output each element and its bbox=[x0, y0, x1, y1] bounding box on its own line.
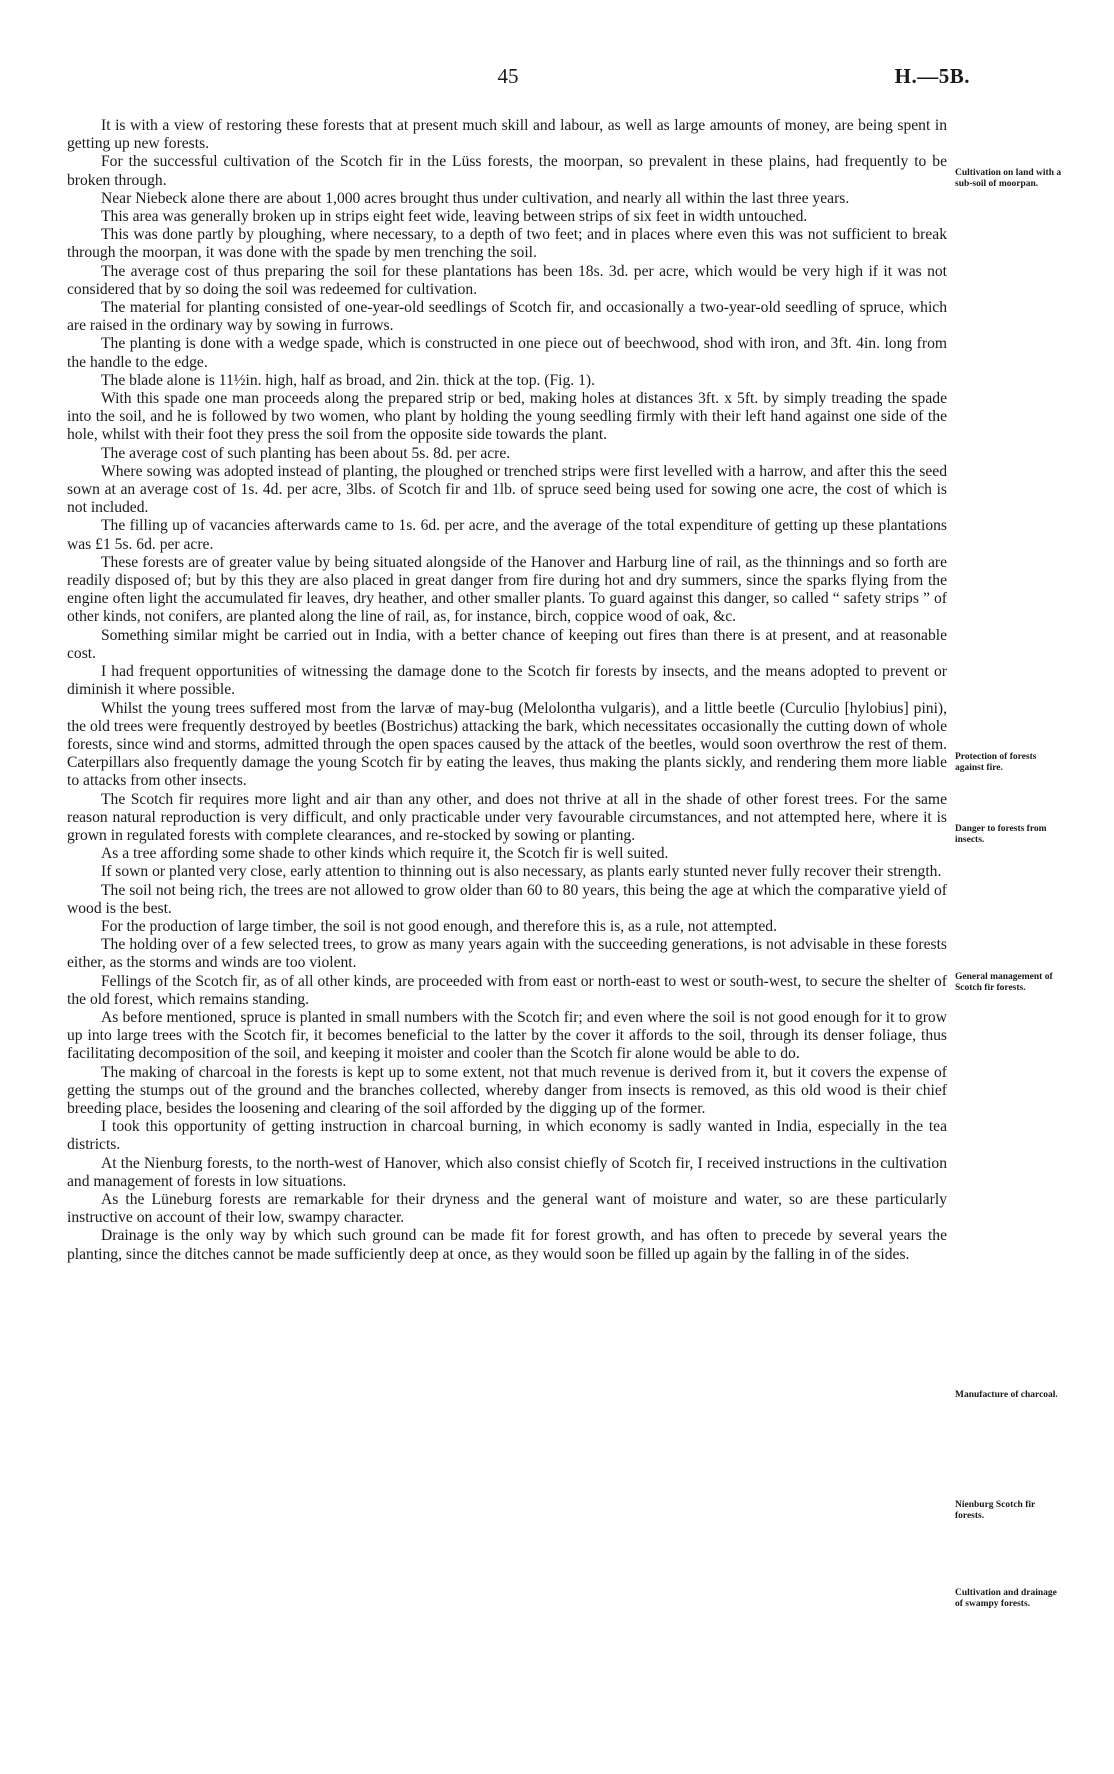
paragraph: This area was generally broken up in strips eight feet wide, leaving between strips of six feet in width untouched. bbox=[101, 208, 808, 226]
paragraph: I had frequent opportunities of witnessing the damage done to the Scotch fir forests by insects, and the means adopted to prevent or diminish it where possible. bbox=[67, 663, 947, 699]
paragraph: Something similar might be carried out in India, with a better chance of keeping out fires than there is at present, and at reasonable cost. bbox=[67, 626, 947, 662]
paragraph: As a tree affording some shade to other kinds which require it, the Scotch fir is well suited. bbox=[101, 845, 669, 863]
side-note-swampy-drainage: Cultivation and drainage of swampy forests. bbox=[955, 1588, 1057, 1609]
paragraph: As the Lüneburg forests are remarkable for their dryness and the general want of moisture and water, so are these particularly instructive on account of their low, swampy character. bbox=[67, 1190, 947, 1227]
paragraph: It is with a view of restoring these forests that at present much skill and labour, as well as large amounts of money, are being spent in getting up new forests. bbox=[67, 117, 947, 153]
paragraph: The blade alone is 11½in. high, half as broad, and 2in. thick at the top. (Fig. 1). bbox=[101, 371, 595, 389]
paragraph: At the Nienburg forests, to the north-west of Hanover, which also consist chiefly of Scotch fir, I received instructions in the cultivation and management of forests in low situations. bbox=[67, 1154, 947, 1190]
paragraph: If sown or planted very close, early attention to thinning out is also necessary, as plants early stunted never fully recover their strength. bbox=[101, 863, 942, 881]
paragraph: Whilst the young trees suffered most from the larvæ of may-bug (Melolontha vulgaris), and a little beetle (Curculio [hylobius] pini), the old trees were frequently destroyed by beetles (Bostrichus) attacking the bark, which necessitates occasionally the cutting down of whole forests, since wind and storms, admitted through the open spaces caused by the attack of the beetles, would soon overthrow the rest of them. Caterpillars also frequently damage the young Scotch fir by eating the leaves, thus making the plants sickly, and rendering them more liable to attacks from other insects. bbox=[67, 699, 947, 790]
paragraph: The Scotch fir requires more light and air than any other, and does not thrive at all in the shade of other forest trees. For the same reason natural reproduction is very difficult, and only practicable under very favourable circumstances, and not attempted here, where it is grown in regulated forests with complete clearances, and re-stocked by sowing or planting. bbox=[67, 790, 947, 844]
paragraph: The average cost of such planting has been about 5s. 8d. per acre. bbox=[101, 444, 511, 462]
side-note-charcoal: Manufacture of charcoal. bbox=[955, 1390, 1058, 1400]
paragraph: The filling up of vacancies afterwards came to 1s. 6d. per acre, and the average of the total expenditure of getting up these plantations was £1 5s. 6d. per acre. bbox=[67, 517, 947, 553]
side-note-cultivation-moorpan: Cultivation on land with a sub-soil of moorpan. bbox=[955, 168, 1062, 189]
paragraph: The average cost of thus preparing the soil for these plantations has been 18s. 3d. per acre, which would be very high if it was not considered that by so doing the soil was redeemed for cultivation. bbox=[67, 262, 947, 298]
paragraph: Near Niebeck alone there are about 1,000 acres brought thus under cultivation, and nearly all within the last three years. bbox=[101, 189, 850, 207]
paragraph: As before mentioned, spruce is planted in small numbers with the Scotch fir; and even where the soil is not good enough for it to grow up into large trees with the Scotch fir, it becomes beneficial to the latter by the cover it affords to the soil, through its denser foliage, thus facilitating decomposition of the soil, and keeping it moister and cooler than the Scotch fir alone would be able to do. bbox=[67, 1008, 947, 1063]
paragraph: Drainage is the only way by which such ground can be made fit for forest growth, and has often to precede by several years the planting, since the ditches cannot be made sufficiently deep at once, as they would soon be filled up again by the falling in of the sides. bbox=[67, 1227, 947, 1263]
paragraph: The holding over of a few selected trees, to grow as many years again with the succeeding generations, is not advisable in these forests either, as the storms and winds are too violent. bbox=[67, 936, 947, 972]
paragraph: For the successful cultivation of the Scotch fir in the Lüss forests, the moorpan, so prevalent in these plains, had frequently to be broken through. bbox=[67, 153, 947, 189]
paragraph: I took this opportunity of getting instruction in charcoal burning, in which economy is sadly wanted in India, especially in the tea districts. bbox=[67, 1118, 947, 1154]
paragraph: The material for planting consisted of one-year-old seedlings of Scotch fir, and occasionally a two-year-old seedling of spruce, which are raised in the ordinary way by sowing in furrows. bbox=[67, 299, 947, 335]
paragraph: The making of charcoal in the forests is kept up to some extent, not that much revenue is derived from it, but it covers the expense of getting the stumps out of the ground and the branches collected, whereby danger from insects is removed, as this old wood is their chief breeding place, besides the loosening and clearing of the soil afforded by the digging up of the former. bbox=[67, 1063, 947, 1117]
side-note-fire-protection: Protection of forests against fire. bbox=[955, 752, 1037, 773]
side-note-nienburg: Nienburg Scotch fir forests. bbox=[955, 1500, 1036, 1521]
paragraph: The soil not being rich, the trees are not allowed to grow older than 60 to 80 years, this being the age at which the comparative yield of wood is the best. bbox=[67, 881, 947, 917]
paragraph: For the production of large timber, the soil is not good enough, and therefore this is, as a rule, not attempted. bbox=[101, 917, 777, 935]
document-reference: H.—5B. bbox=[894, 64, 970, 88]
side-note-insect-danger: Danger to forests from insects. bbox=[955, 824, 1047, 845]
page-number: 45 bbox=[497, 64, 519, 88]
body-text bbox=[67, 117, 947, 1264]
paragraph: Where sowing was adopted instead of planting, the ploughed or trenched strips were first levelled with a harrow, and after this the seed sown at an average cost of 1s. 4d. per acre, 3lbs. of Scotch fir and 1lb. of spruce seed being used for sowing one acre, the cost of which is not included. bbox=[67, 462, 947, 517]
paragraph: The planting is done with a wedge spade, which is constructed in one piece out of beechwood, shod with iron, and 3ft. 4in. long from the handle to the edge. bbox=[67, 335, 947, 371]
paragraph: With this spade one man proceeds along the prepared strip or bed, making holes at distances 3ft. x 5ft. by simply treading the spade into the soil, and he is followed by two women, who plant by holding the young seedling firmly with their left hand against one side of the hole, whilst with their foot they press the soil from the opposite side towards the plant. bbox=[67, 390, 947, 444]
paragraph: This was done partly by ploughing, where necessary, to a depth of two feet; and in places where even this was not sufficient to break through the moorpan, it was done with the spade by men trenching the soil. bbox=[67, 226, 947, 262]
side-note-scotch-fir-management: General management of Scotch fir forests. bbox=[955, 972, 1053, 993]
paragraph: Fellings of the Scotch fir, as of all other kinds, are proceeded with from east or north-east to west or south-west, to secure the shelter of the old forest, which remains standing. bbox=[67, 972, 947, 1008]
paragraph: These forests are of greater value by being situated alongside of the Hanover and Harburg line of rail, as the thinnings and so forth are readily disposed of; but by this they are also placed in great danger from fire during hot and dry summers, since the sparks flying from the engine often light the accumulated fir leaves, dry heather, and other smaller plants. To guard against this danger, so called “ safety strips ” of other kinds, not conifers, are planted along the line of rail, as, for instance, birch, coppice wood of oak, &c. bbox=[67, 553, 947, 626]
